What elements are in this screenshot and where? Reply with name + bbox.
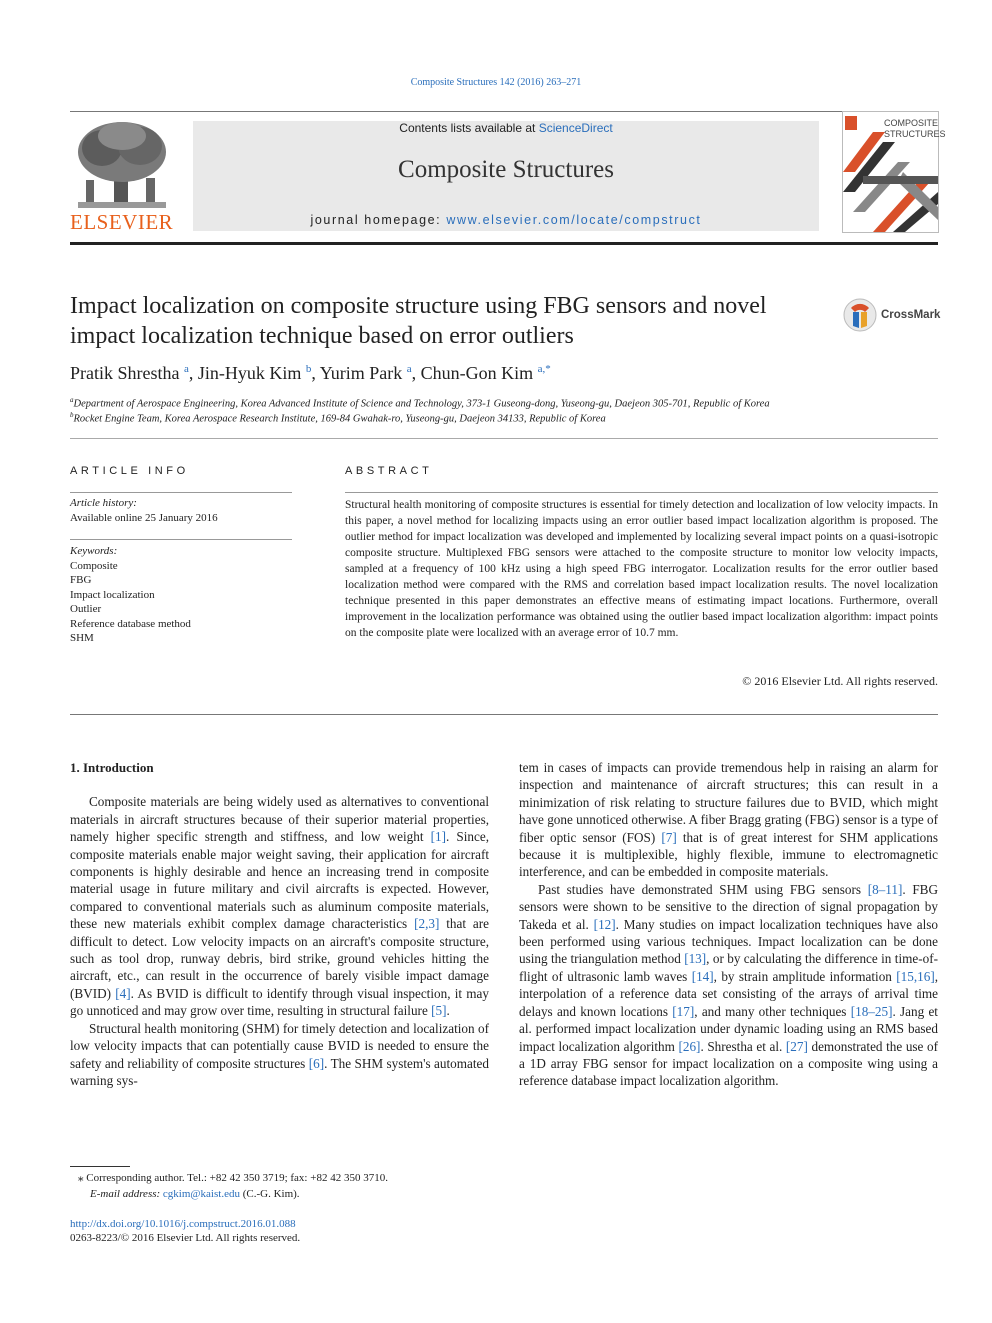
reference-link[interactable]: [2,3] — [414, 916, 440, 932]
elsevier-tree-logo — [72, 118, 172, 210]
author-affil-mark[interactable]: a — [406, 363, 412, 375]
reference-link[interactable]: [7] — [661, 829, 677, 845]
affiliation — [70, 396, 930, 410]
keywords-rule — [70, 539, 292, 540]
paragraph: Structural health monitoring (SHM) for timely detection and localization of low velocity impacts that can potentially cause BVID is needed to ensure the safety and reliability of composite structures [6]. The SHM system's automated warning sys- — [70, 1020, 489, 1088]
body-column-right — [519, 759, 938, 1090]
reference-link[interactable]: [18–25] — [850, 1003, 893, 1019]
reference-link[interactable]: [5] — [431, 1003, 447, 1019]
paragraph-continued: tem in cases of impacts can provide tremendous help in raising an alarm for inspection and maintenance of aircraft structures; this can result in a minimization of risk relating to structure failures due to BVID, which might have gone unnoticed otherwise. A fiber Bragg grating (FBG) sensor is a type of fiber optic sensor (FOS) [7] that is of great interest for SHM applications because it is multiplexible, highly flexible, immune to electromagnetic interference, and can be embedded in composite materials. — [519, 760, 938, 880]
abstract-text: Structural health monitoring of composite structures is essential for timely detection and localization of low velocity impacts. In this paper, a novel method for localizing impacts using an error outlier based impact localization algorithm is proposed. The outlier method for impact localization was developed and implemented by localizing several impact points on a quasi-isotropic composite structure. Multiplexed FBG sensors were attached to the composite structure to monitor low velocity impacts, sampled at a frequency of 100 kHz using a high speed FBG interrogator. Localization results for the error outlier based localization method were compared with the RMS and correlation based impact localization results. The novel localization technique presented in this paper demonstrates an effective means of estimating impact locations. Furthermore, overall improvement in the localization performance was obtained using the outlier based impact localization algorithm: impact points on the composite plate were localized with an average error of 10.7 mm. — [345, 499, 938, 639]
reference-link[interactable]: [8–11] — [867, 881, 903, 897]
journal-homepage — [193, 213, 819, 227]
keyword: Impact localization — [70, 588, 155, 601]
affiliation-rule — [70, 438, 938, 439]
history-value: Available online 25 January 2016 — [70, 511, 218, 524]
reference-link[interactable]: [12] — [593, 916, 616, 932]
reference-link[interactable]: [27] — [785, 1038, 808, 1054]
body-column-left — [70, 759, 489, 1089]
article-title: Impact localization on composite structure using FBG sensors and novel impact localization technique based on error outliers — [70, 293, 767, 349]
abstract-rule — [345, 492, 938, 493]
affiliation-text: Rocket Engine Team, Korea Aerospace Research Institute, 169-84 Gwahak-ro, Yuseong-gu, Daejeon 34133, Republic of Korea — [73, 413, 606, 425]
keyword: FBG — [70, 574, 92, 586]
corresponding-author-note: ⁎ Corresponding author. Tel.: +82 42 350 3719; fax: +82 42 350 3710. — [78, 1172, 388, 1184]
journal-name: Composite Structures — [398, 156, 614, 183]
author-name[interactable]: Pratik Shrestha — [70, 363, 180, 383]
email-note — [90, 1187, 510, 1202]
cover-title-line1: COMPOSITE — [884, 118, 939, 128]
footnote-rule — [70, 1166, 130, 1167]
keyword: SHM — [70, 632, 94, 644]
author-list: Pratik Shrestha $^a$, Jin-Hyuk Kim $^b$, Yurim Park $^a$, Chun-Gon Kim $^{a,*}$ — [70, 363, 551, 383]
doi-link[interactable]: http://dx.doi.org/10.1016/j.compstruct.2016.01.088 — [70, 1218, 296, 1230]
author-affil-mark[interactable]: a,* — [537, 363, 551, 375]
front-matter-rule — [70, 714, 938, 715]
keyword: Reference database method — [70, 617, 191, 630]
email-label: E-mail address: — [90, 1188, 163, 1200]
paragraph: Composite materials are being widely used as alternatives to conventional materials in aircraft structures because of their superior material properties, namely higher specific strength and stiffness, and low weight [1]. Since, composite materials enable major weight saving, their application for aircraft components is highly desirable and hence an increasing trend in composite material usage in future military and civil aircrafts is expected. However, compared to conventional materials such as aluminum composite materials, these new materials exhibit complex damage characteristics [2,3] that are difficult to detect. Low velocity impacts on an aircraft's composite structure, such as tool drop, runway debris, bird strike, ground vehicles hitting the aircraft, etc., can result in the occurrence of barely visible impact damage (BVID) [4]. As BVID is difficult to identify through visual inspection, it may go unnoticed and may grow over time, resulting in structural failure [5]. — [70, 794, 490, 1019]
affiliation-text: Department of Aerospace Engineering, Korea Advanced Institute of Science and Technology, 373-1 Guseong-dong, Yuseong-gu, Daejeon 305-701, Republic of Korea — [73, 398, 770, 410]
reference-link[interactable]: [26] — [678, 1038, 701, 1054]
journal-citation[interactable]: Composite Structures 142 (2016) 263–271 — [410, 77, 582, 88]
cover-title-line2: STRUCTURES — [884, 129, 946, 139]
contents-prefix: Contents lists available at — [399, 121, 539, 135]
email-suffix: (C.-G. Kim). — [239, 1188, 300, 1200]
keyword: Outlier — [70, 603, 102, 615]
reference-link[interactable]: [1] — [430, 829, 446, 845]
keywords-block — [70, 544, 292, 646]
reference-link[interactable]: [4] — [115, 985, 131, 1001]
header-bottom-rule — [70, 242, 938, 245]
crossmark-badge[interactable] — [843, 298, 943, 334]
elsevier-wordmark: ELSEVIER — [70, 210, 174, 234]
reference-link[interactable]: [17] — [672, 1003, 695, 1019]
author-name[interactable]: Chun-Gon Kim — [420, 363, 534, 383]
crossmark-icon — [843, 298, 879, 334]
article-info-rule — [70, 492, 292, 493]
author-name[interactable]: Jin-Hyuk Kim — [197, 363, 302, 383]
affiliation — [70, 411, 930, 425]
article-history — [70, 496, 292, 525]
keyword: Composite — [70, 559, 118, 572]
contents-available — [193, 121, 819, 135]
abstract-heading: ABSTRACT — [345, 465, 433, 477]
reference-link[interactable]: [14] — [691, 968, 714, 984]
paragraph: Past studies have demonstrated SHM using FBG sensors [8–11]. FBG sensors were shown to be sensitive to the direction of signal propagation by Takeda et al. [12]. Many studies on impact localization techniques have also been performed using various techniques. Impact localization can be done using the triangulation method [13], or by calculating the difference in time-of-flight of ultrasonic lamb waves [14], by strain amplitude information [15,16], interpolation of a reference data set consisting of the arrays of arrival time delays and known locations [17], and many other techniques [18–25]. Jang et al. performed impact localization under dynamic loading using an RMS based impact localization algorithm [26]. Shrestha et al. [27] demonstrated the use of a 1D array FBG sensor for impact localization on a composite wing using a reference database impact localization algorithm. — [519, 881, 939, 1089]
reference-link[interactable]: [15,16] — [896, 968, 935, 984]
section-heading-introduction: 1. Introduction — [70, 760, 154, 775]
affiliation-mark: a — [70, 396, 74, 404]
article-info-heading: ARTICLE INFO — [70, 465, 189, 477]
author-affil-mark[interactable]: b — [305, 363, 312, 375]
affiliation-mark: b — [70, 411, 74, 419]
sciencedirect-link[interactable]: ScienceDirect — [538, 121, 613, 135]
abstract-copyright: © 2016 Elsevier Ltd. All rights reserved. — [742, 674, 938, 688]
author-affil-mark[interactable]: a — [184, 363, 189, 375]
keywords-label: Keywords: — [70, 545, 118, 557]
issn-copyright: 0263-8223/© 2016 Elsevier Ltd. All rights reserved. — [70, 1232, 301, 1244]
homepage-link[interactable]: www.elsevier.com/locate/compstruct — [446, 213, 702, 227]
homepage-prefix: journal homepage: — [310, 213, 447, 227]
header-top-rule — [70, 111, 938, 112]
email-link[interactable]: cgkim@kaist.edu — [162, 1188, 240, 1200]
author-name[interactable]: Yurim Park — [319, 363, 403, 383]
reference-link[interactable]: [13] — [684, 951, 707, 967]
reference-link[interactable]: [6] — [308, 1055, 325, 1071]
history-label: Article history: — [70, 497, 137, 509]
crossmark-label: CrossMark — [881, 309, 941, 321]
